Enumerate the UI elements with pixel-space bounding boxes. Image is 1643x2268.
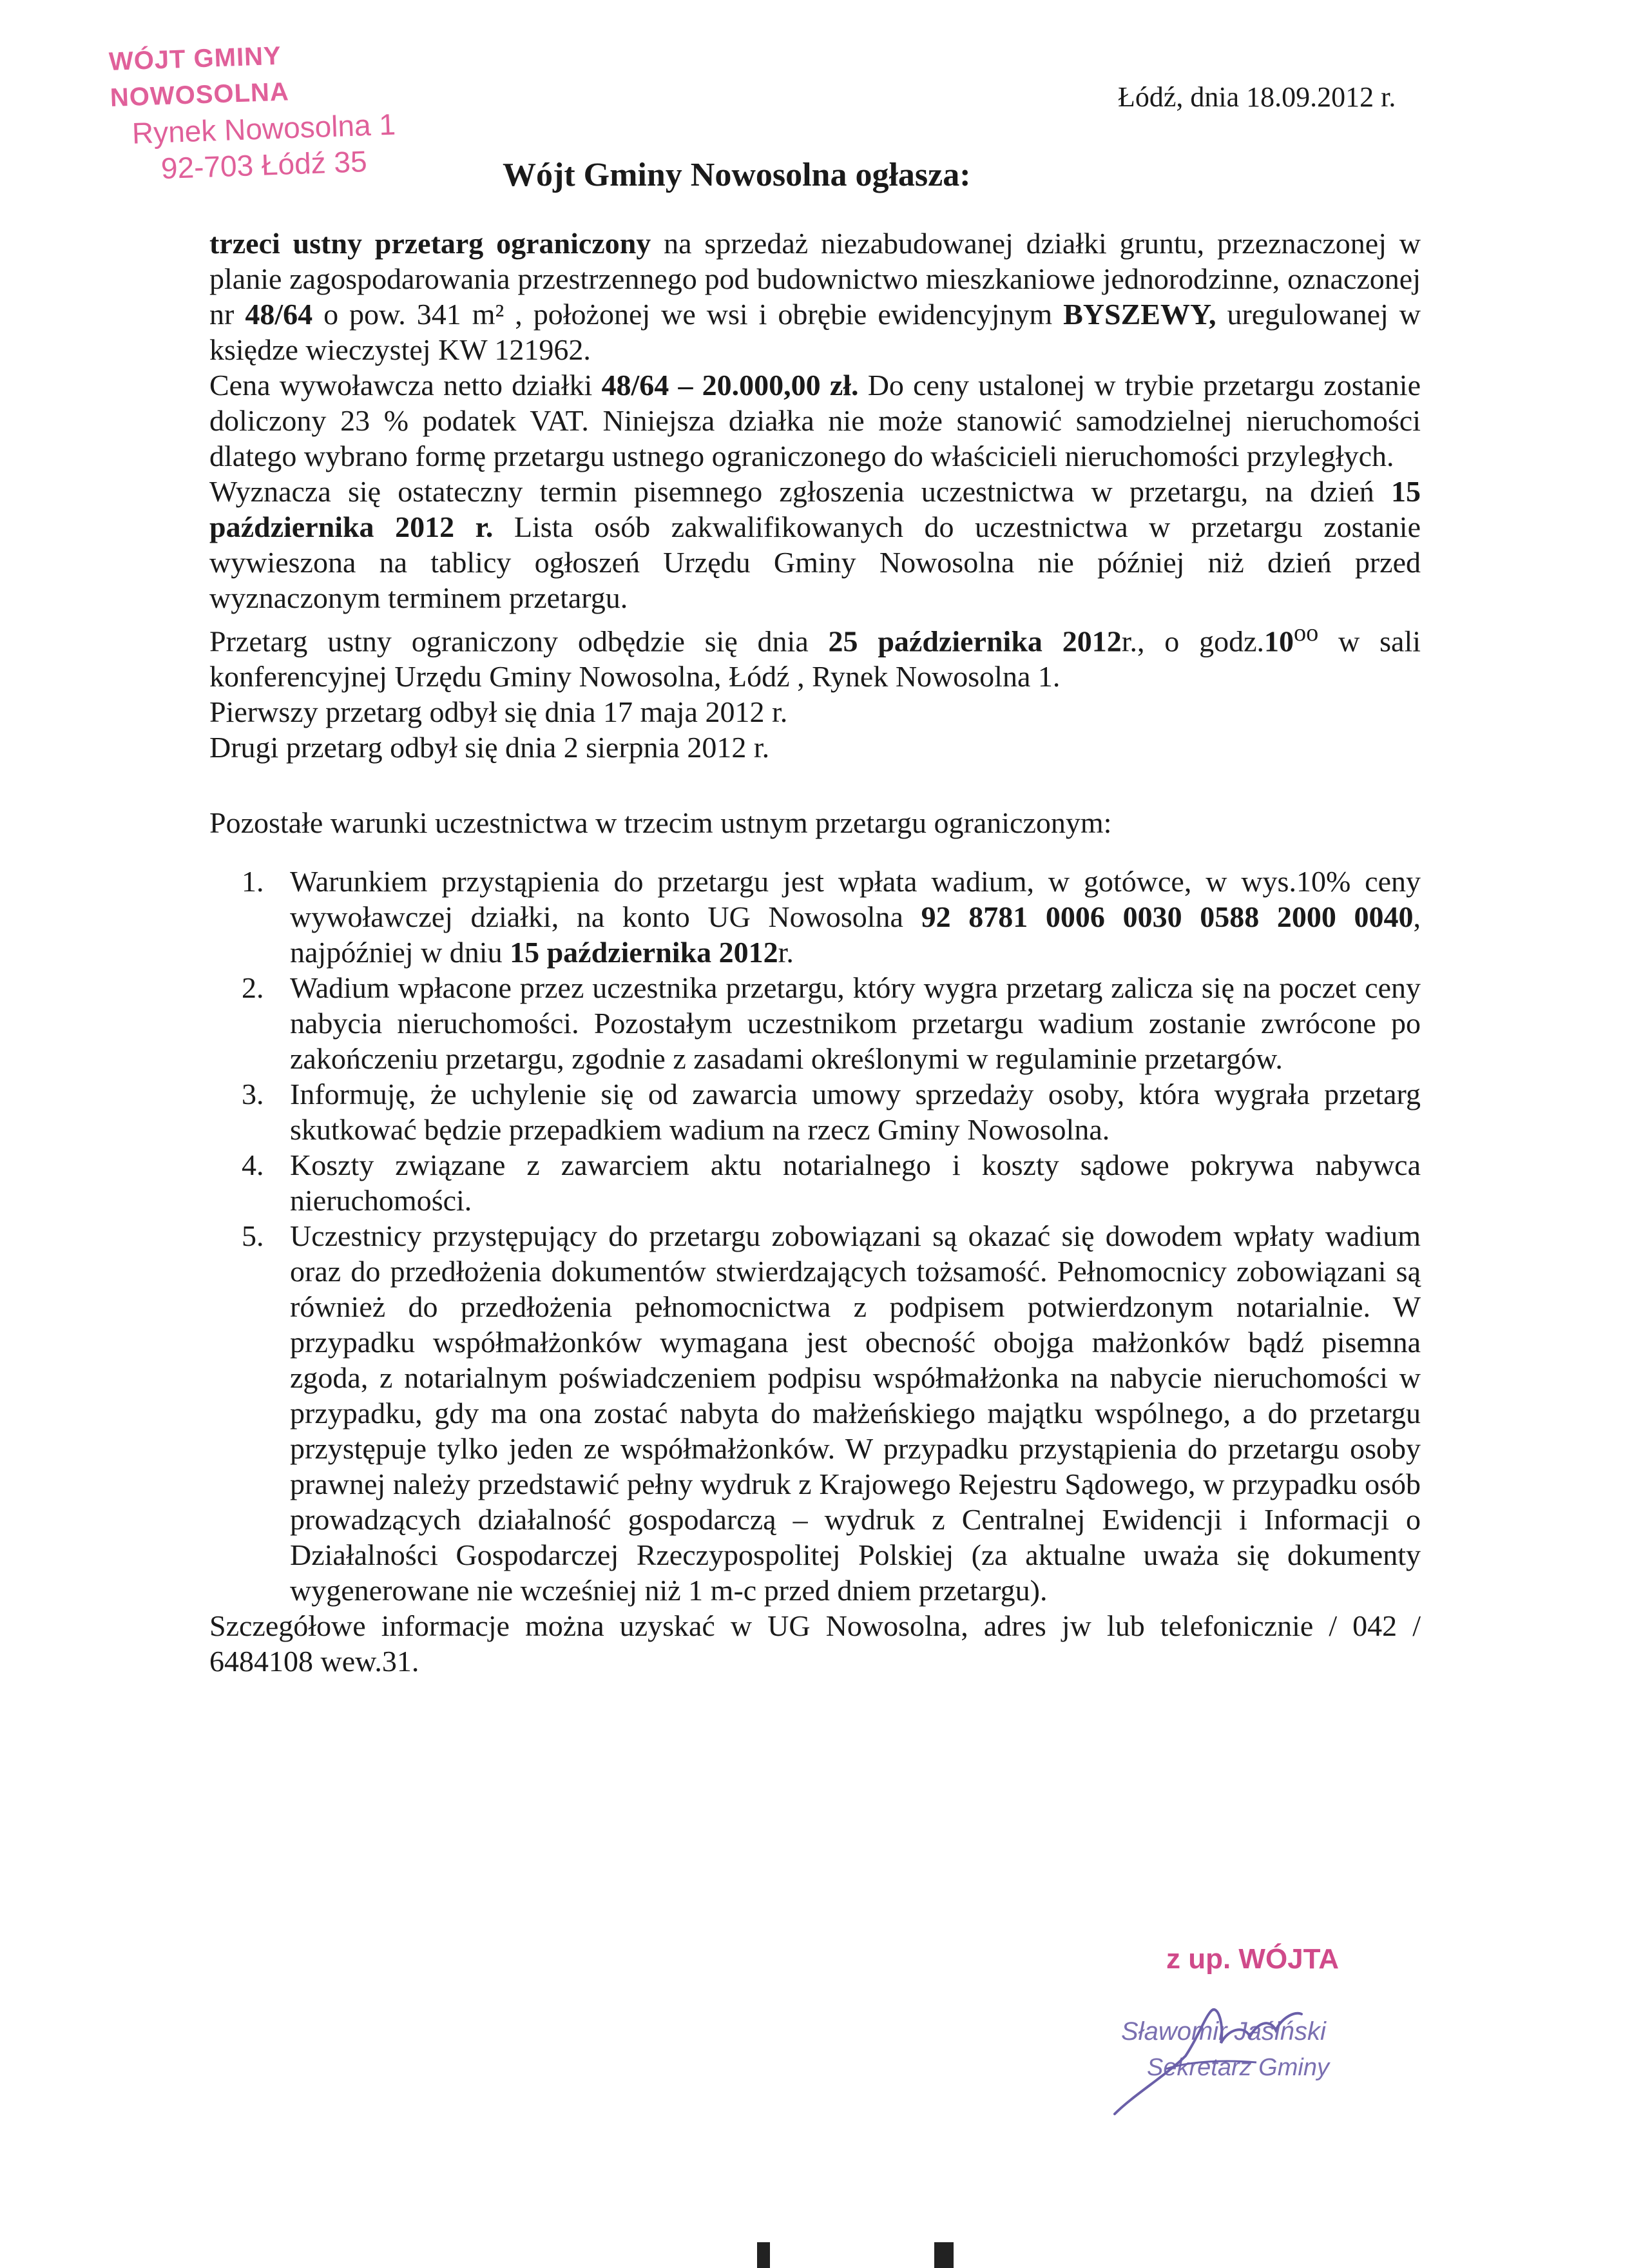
stamp-line-1: WÓJT GMINY NOWOSOLNA	[108, 41, 290, 112]
intro-bold-2: 48/64	[245, 298, 313, 331]
intro-bold-1: trzeci ustny przetarg ograniczony	[209, 227, 651, 260]
deadline-text-1: Wyznacza się ostateczny termin pisemnego zgłoszenia uczestnictwa w przetargu, na dzień	[209, 475, 1391, 508]
stamp-line-2: Rynek Nowosolna 1	[131, 107, 396, 150]
intro-text-1: na sprzedaż niezabudowanej działki gruntu, przeznaczonej w planie zagospodarowania przestrzennego pod budownictwo mieszkaniowe jednorodzinne, oznaczonej nr	[209, 227, 1421, 331]
auction-bold-1: 25 października 2012	[828, 625, 1122, 658]
auction-paragraph	[209, 615, 1421, 694]
condition-bold: 15 października 2012	[510, 936, 778, 969]
scan-binding-edge	[0, 2242, 1643, 2268]
auction-text-1: Przetarg ustny ograniczony odbędzie się dnia	[209, 625, 829, 658]
intro-bold-3: BYSZEWY,	[1063, 298, 1216, 331]
second-auction-line: Drugi przetarg odbył się dnia 2 sierpnia 2012 r.	[209, 731, 770, 764]
condition-text: r.	[778, 936, 794, 969]
condition-item	[209, 1147, 1421, 1218]
auction-text-2: r., o godz.	[1121, 625, 1264, 658]
deadline-text-2: Lista osób zakwalifikowanych do uczestnictwa w przetargu zostanie wywieszona na tablicy ogłoszeń Urzędu Gminy Nowosolna nie później niż dzień przed wyznaczonym terminem przetargu.	[209, 510, 1421, 614]
price-paragraph	[209, 367, 1421, 474]
condition-text: , najpóźniej w dniu	[290, 900, 1421, 969]
condition-number: 5.	[242, 1219, 264, 1253]
condition-number: 2.	[242, 971, 264, 1005]
page-title: Wójt Gminy Nowosolna ogłasza:	[503, 157, 971, 193]
condition-number: 3.	[242, 1078, 264, 1111]
condition-item	[209, 1076, 1421, 1147]
condition-text: Koszty związane z zawarciem aktu notarialnego i koszty sądowe pokrywa nabywca nieruchomości.	[290, 1149, 1421, 1217]
signature-name: Sławomir Jaśiński	[1121, 2017, 1326, 2046]
deadline-paragraph	[209, 474, 1421, 615]
condition-bold: 92 8781 0006 0030 0588 2000 0040	[921, 900, 1414, 934]
auction-text-3: w sali konferencyjnej Urzędu Gminy Nowosolna, Łódź , Rynek Nowosolna 1.	[209, 625, 1421, 693]
deadline-bold-1: 15 października 2012 r.	[209, 475, 1421, 543]
condition-item	[209, 1218, 1421, 1608]
handwritten-signature	[1089, 1966, 1360, 2120]
intro-paragraph	[209, 226, 1421, 367]
price-bold-1: 48/64 – 20.000,00 zł.	[601, 369, 859, 402]
office-stamp	[108, 41, 445, 188]
condition-item	[209, 970, 1421, 1076]
date-line: Łódź, dnia 18.09.2012 r.	[1118, 81, 1396, 113]
price-text-2: Do ceny ustalonej w trybie przetargu zostanie doliczony 23 % podatek VAT. Niniejsza działka nie może stanowić samodzielnej nieruchomości dlatego wybrano formę przetargu ustnego ograniczonego do właścicieli nieruchomości przyległych.	[209, 369, 1421, 472]
footer-contact: Szczegółowe informacje można uzyskać w UG Nowosolna, adres jw lub telefonicznie / 042 / 6484108 wew.31.	[209, 1609, 1421, 1678]
first-auction-line: Pierwszy przetarg odbył się dnia 17 maja 2012 r.	[209, 695, 788, 729]
price-text-1: Cena wywoławcza netto działki	[209, 369, 602, 402]
conditions-list	[209, 864, 1421, 1608]
condition-number: 1.	[242, 865, 264, 898]
intro-text-3: uregulowanej w księdze wieczystej KW 121962.	[209, 298, 1421, 366]
conditions-heading: Pozostałe warunki uczestnictwa w trzecim ustnym przetargu ograniczonym:	[209, 806, 1112, 840]
auction-sup: oo	[1294, 619, 1319, 646]
document-body	[209, 226, 1421, 1679]
intro-text-2: o pow. 341 m² , położonej we wsi i obrębie ewidencyjnym	[312, 298, 1064, 331]
auction-bold-2: 10	[1264, 625, 1294, 658]
condition-text: Uczestnicy przystępujący do przetargu zobowiązani są okazać się dowodem wpłaty wadium oraz do przedłożenia dokumentów stwierdzających tożsamość. Pełnomocnicy zobowiązani są również do przedłożenia pełnomocnictwa z podpisem potwierdzonym notarialnie. W przypadku współmałżonków wymagana jest obecność obojga małżonków bądź pisemna zgoda, z notarialnym poświadczeniem podpisu współmałżonka na nabycie nieruchomości w przypadku, gdy ma ona zostać nabyta do małżeńskiego majątku wspólnego, a do przetargu przystępuje tylko jeden ze współmałżonków. W przypadku przystąpienia do przetargu osoby prawnej należy przedstawić pełny wydruk z Krajowego Rejestru Sądowego, w przypadku osób prowadzących działalność gospodarczą – wydruk z Centralnej Ewidencji i Informacji o Działalności Gospodarczej Rzeczypospolitej Polskiej (za aktualne uważa się dokumenty wygenerowane nie wcześniej niż 1 m-c przed dniem przetargu).	[290, 1219, 1421, 1607]
stamp-line-3: 92-703 Łódź 35	[160, 144, 368, 186]
condition-text: Wadium wpłacone przez uczestnika przetargu, który wygra przetarg zalicza się na poczet ceny nabycia nieruchomości. Pozostałym uczestnikom przetargu wadium zostanie zwrócone po zakończeniu przetargu, zgodnie z zasadami określonymi w regulaminie przetargów.	[290, 971, 1421, 1076]
condition-text: Informuję, że uchylenie się od zawarcia umowy sprzedaży osoby, która wygrała przetarg skutkować będzie przepadkiem wadium na rzecz Gminy Nowosolna.	[290, 1078, 1421, 1147]
condition-number: 4.	[242, 1149, 264, 1182]
signature-title: Sekretarz Gminy	[1147, 2054, 1329, 2081]
signature-authority: z up. WÓJTA	[1166, 1943, 1340, 1975]
condition-text: Warunkiem przystąpienia do przetargu jest wpłata wadium, w gotówce, w wys.10% ceny wywoławczej działki, na konto UG Nowosolna	[290, 865, 1421, 934]
condition-item	[209, 864, 1421, 970]
